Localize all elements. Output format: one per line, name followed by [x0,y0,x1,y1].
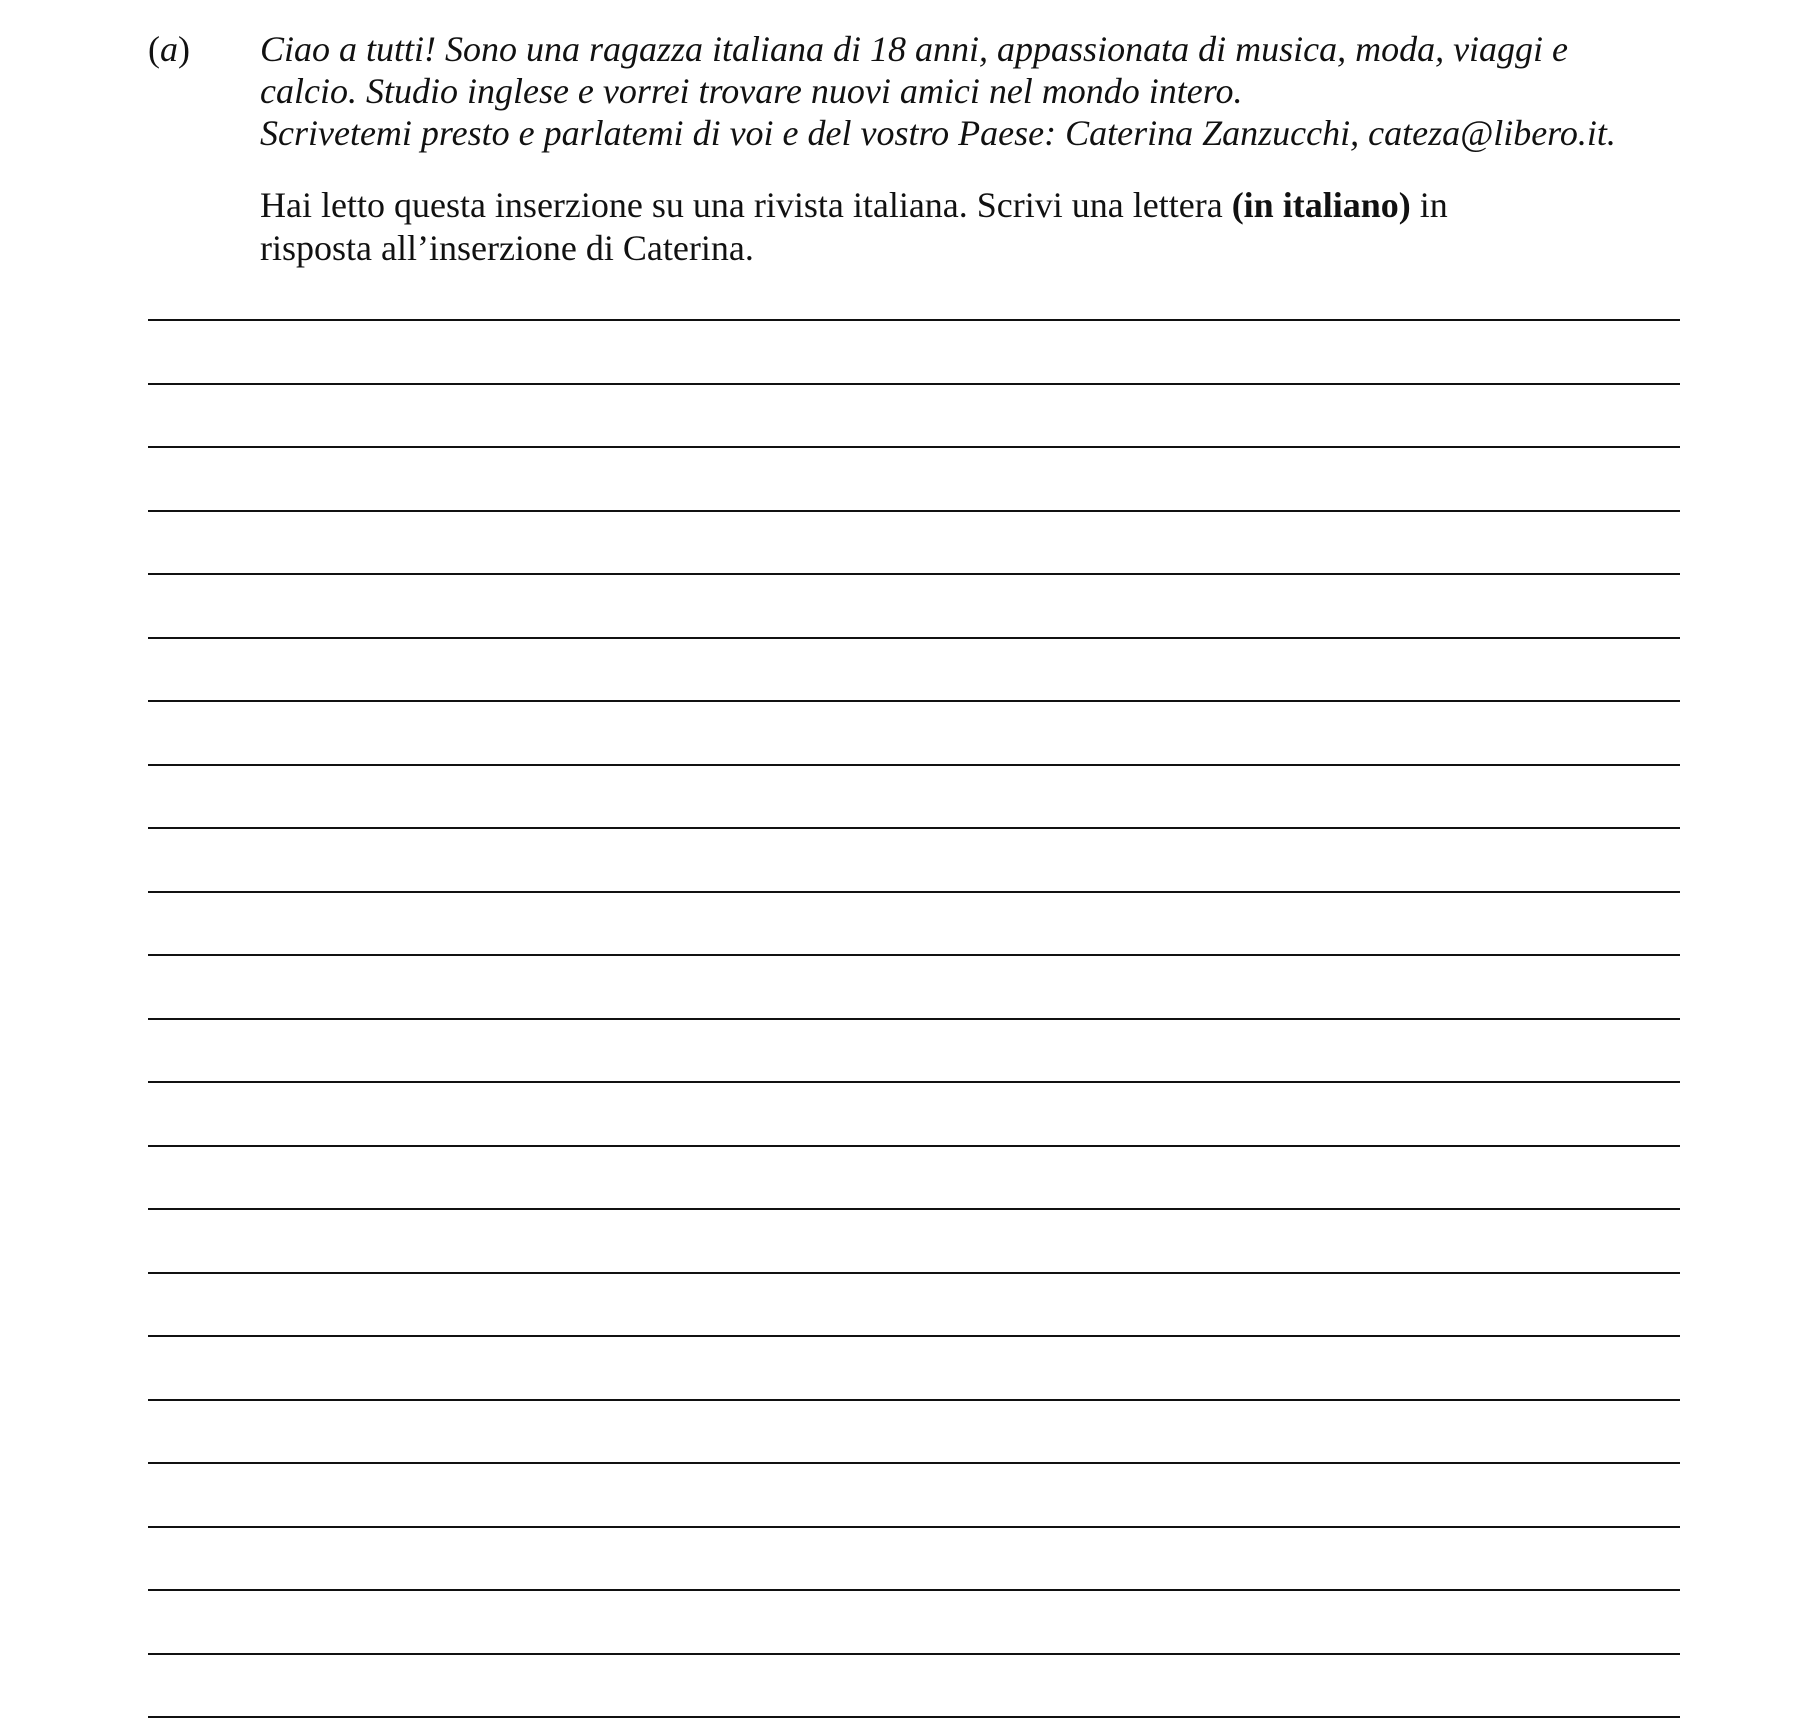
answer-line [148,764,1680,766]
answer-line [148,891,1680,893]
answer-line [148,1589,1680,1591]
answer-line [148,1018,1680,1020]
answer-line [148,1716,1680,1718]
answer-line [148,954,1680,956]
answer-line [148,1526,1680,1528]
answer-line [148,573,1680,575]
answer-line [148,1399,1680,1401]
instruction-line-1-end: in [1410,185,1448,225]
answer-line [148,1272,1680,1274]
answer-line [148,1081,1680,1083]
answer-writing-area[interactable] [148,0,1680,1731]
answer-line [148,510,1680,512]
question-label-close: ) [178,29,190,69]
answer-line [148,446,1680,448]
instruction-line-2: risposta all’inserzione di Caterina. [260,228,754,268]
advertisement-line-3: Scrivetemi presto e parlatemi di voi e del vostro Paese: Caterina Zanzucchi, cateza@libero.it. [260,113,1616,153]
answer-line [148,1145,1680,1147]
instruction-line-1-start: Hai letto questa inserzione su una rivista italiana. Scrivi una lettera [260,185,1232,225]
answer-line [148,1335,1680,1337]
answer-line [148,1462,1680,1464]
answer-line [148,1208,1680,1210]
answer-line [148,1653,1680,1655]
answer-line [148,700,1680,702]
answer-line [148,319,1680,321]
instruction-language-emphasis: (in italiano) [1231,185,1411,225]
question-label-open: ( [148,29,160,69]
question-letter: a [160,29,178,69]
answer-line [148,827,1680,829]
answer-line [148,637,1680,639]
advertisement-line-2: calcio. Studio inglese e vorrei trovare nuovi amici nel mondo intero. [260,71,1243,111]
answer-line [148,383,1680,385]
advertisement-line-1: Ciao a tutti! Sono una ragazza italiana di 18 anni, appassionata di musica, moda, viaggi e [260,29,1569,69]
